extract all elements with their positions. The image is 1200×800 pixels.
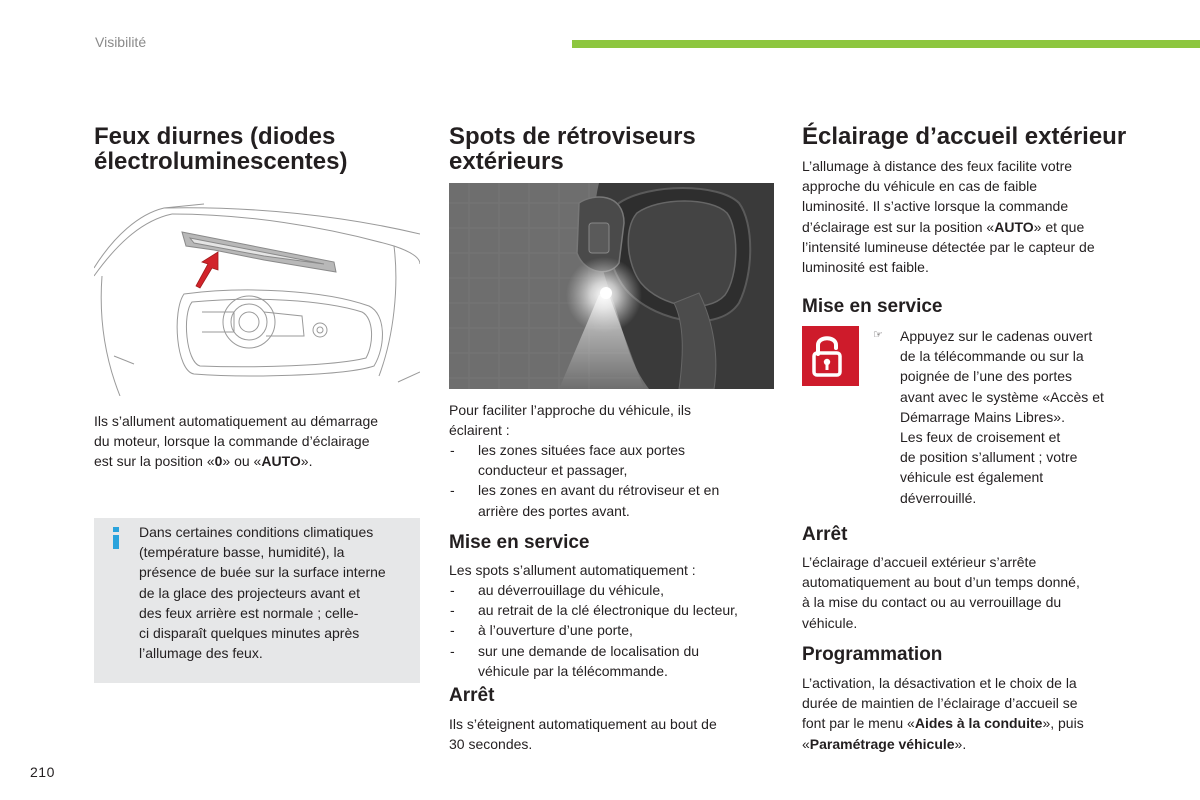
mirror-mise-title: Mise en service [449,532,590,553]
welcome-prog-line: durée de maintien de l’éclairage d’accueil se [802,695,1078,712]
welcome-prog-line: L’activation, la désactivation et le choix de la [802,675,1077,691]
welcome-mise-line: Les feux de croisement et [900,429,1061,446]
mirror-arret-text [449,714,769,754]
welcome-mise-title: Mise en service [802,296,943,317]
drl-title [94,124,347,174]
mirror-mise-list [449,580,769,681]
mirror-spots-title-line1: Spots de rétroviseurs [449,123,696,150]
welcome-prog-title: Programmation [802,644,943,665]
welcome-intro-line: l’intensité lumineuse détectée par le capteur de [802,238,1095,255]
mirror-arret-title: Arrêt [449,685,495,706]
zone-line: les zones situées face aux portes [478,442,686,458]
list-item [449,440,769,480]
welcome-lighting-title: Éclairage d’accueil extérieur [802,123,1127,150]
welcome-mise-line: déverrouillé. [900,489,977,506]
welcome-prog-line: font par le menu « [802,715,915,732]
mirror-arret-line1: Ils s’éteignent automatiquement au bout de [449,716,717,732]
mirror-spots-title-line2: extérieurs [449,148,564,175]
info-text [139,522,419,663]
list-item [449,580,769,600]
welcome-mise-line: véhicule est également [900,469,1044,486]
mirror-intro-line1: Pour faciliter l’approche du véhicule, ils [449,402,692,418]
welcome-intro-line: » et que [1033,218,1085,235]
mirror-spotlight-photo [449,183,774,389]
welcome-arret-title: Arrêt [802,524,848,545]
welcome-intro-line: d’éclairage est sur la position « [802,218,995,235]
welcome-auto-position: AUTO [994,218,1034,235]
welcome-arret-line: véhicule. [802,614,858,631]
menu-aides-conduite: Aides à la conduite [914,715,1043,732]
section-accent-bar [572,40,1200,48]
pointing-hand-icon: ☞ [873,329,883,341]
mirror-spots-title [449,124,696,174]
zone-line: les zones en avant du rétroviseur et en [478,482,720,499]
welcome-mise-text [900,326,1140,508]
welcome-mise-line: Démarrage Mains Libres». [900,408,1065,425]
mise-item-line: sur une demande de localisation du [478,642,700,659]
headlamp-drl-illustration [94,186,420,396]
welcome-arret-line: automatiquement au bout d’un temps donné, [802,574,1080,591]
welcome-intro [802,156,1142,277]
mirror-intro [449,400,769,440]
mirror-intro-line2: éclairent : [449,422,510,439]
drl-line1: Ils s’allument automatiquement au démarrage [94,413,379,429]
welcome-intro-line: approche du véhicule en cas de faible [802,178,1038,195]
welcome-prog-line: « [802,735,810,752]
welcome-mise-line: poignée de l’une des portes [900,368,1073,385]
zone-line: conducteur et passager, [478,462,628,479]
welcome-prog-line: », puis [1042,715,1084,732]
welcome-arret-line: à la mise du contact ou au verrouillage du [802,594,1062,611]
info-line: présence de buée sur la surface interne [139,564,386,581]
drl-position-auto: AUTO [261,453,301,470]
info-line: (température basse, humidité), la [139,544,345,561]
mirror-mise-intro: Les spots s’allument automatiquement : [449,562,696,578]
mise-item-line: au déverrouillage du véhicule, [478,582,665,598]
drl-position-0: 0 [214,453,223,470]
page-number: 210 [30,764,55,780]
list-item [449,480,769,520]
menu-parametrage-vehicule: Paramétrage véhicule [809,735,955,752]
welcome-prog-text [802,673,1142,754]
info-line: l’allumage des feux. [139,645,263,662]
drl-line2: du moteur, lorsque la commande d’éclairage [94,433,370,450]
drl-description [94,411,424,472]
welcome-intro-line: luminosité. Il s’active lorsque la commande [802,198,1069,215]
drl-title-line1: Feux diurnes (diodes [94,123,336,150]
mise-item-line: au retrait de la clé électronique du lecteur, [478,602,738,619]
info-line: de la glace des projecteurs avant et [139,584,361,601]
drl-line3-pre: est sur la position « [94,453,215,470]
info-icon [108,527,124,549]
mirror-zones-list [449,440,769,521]
section-label: Visibilité [95,34,147,50]
info-line: Dans certaines conditions climatiques [139,524,374,540]
open-padlock-icon [802,326,859,386]
mise-item-line: véhicule par la télécommande. [478,662,668,679]
welcome-arret-text [802,552,1142,633]
drl-line3-mid: » ou « [222,453,262,470]
list-item [449,600,769,620]
welcome-prog-line: ». [954,735,967,752]
info-line: des feux arrière est normale ; celle- [139,604,359,621]
welcome-intro-line: L’allumage à distance des feux facilite votre [802,158,1073,174]
list-item [449,641,769,681]
welcome-intro-line: luminosité est faible. [802,259,929,276]
drl-line3-post: ». [300,453,313,470]
drl-title-line2: électroluminescentes) [94,148,348,175]
welcome-mise-line: avant avec le système «Accès et [900,388,1104,405]
info-line: ci disparaît quelques minutes après [139,625,360,642]
welcome-arret-line: L’éclairage d’accueil extérieur s’arrête [802,554,1037,570]
welcome-mise-line: de position s’allument ; votre [900,449,1078,466]
welcome-mise-line: de la télécommande ou sur la [900,348,1084,365]
welcome-mise-line: Appuyez sur le cadenas ouvert [900,328,1093,344]
list-item [449,620,769,640]
mirror-arret-line2: 30 secondes. [449,736,533,753]
mise-item-line: à l’ouverture d’une porte, [478,622,633,639]
zone-line: arrière des portes avant. [478,502,630,519]
